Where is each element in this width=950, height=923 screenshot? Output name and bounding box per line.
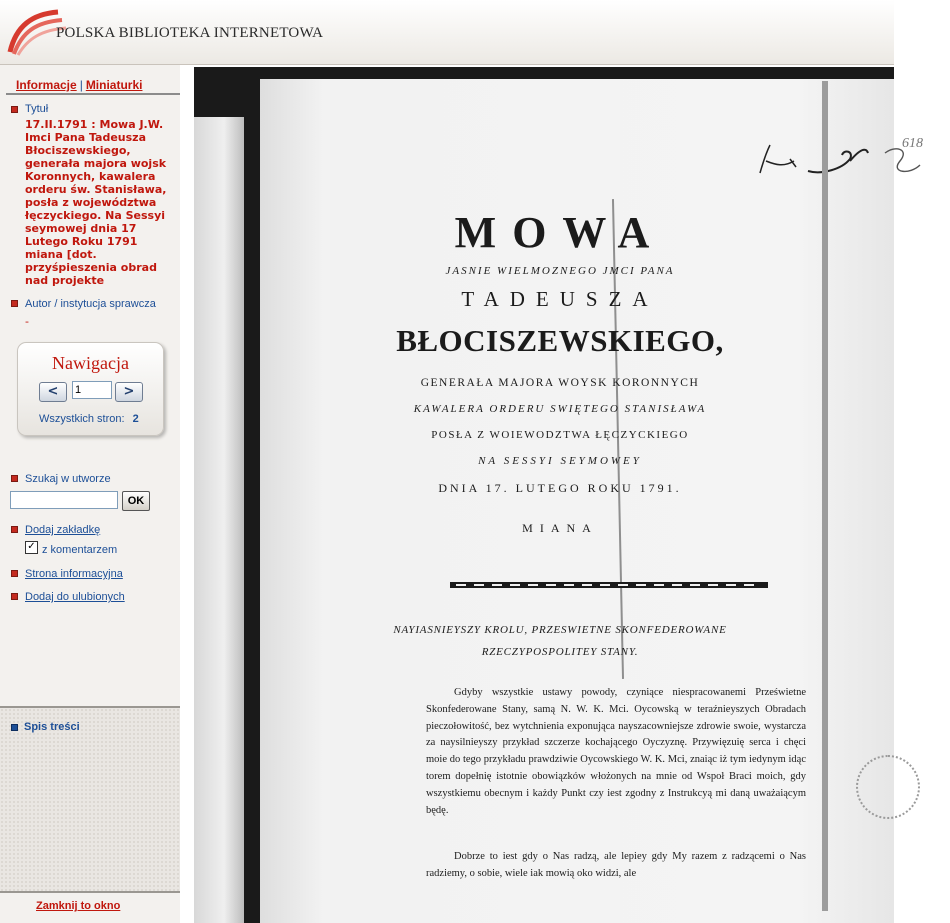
- square-bullet-icon: [11, 300, 18, 307]
- info-page-link[interactable]: Strona informacyjna: [25, 568, 123, 580]
- comment-checkbox[interactable]: ✓: [25, 541, 38, 554]
- doc-line7: NA SESSYI SEYMOWEY: [478, 455, 642, 467]
- doc-address1: NAYIASNIEYSZY KROLU, PRZESWIETNE SKONFEDEROWANE: [393, 624, 727, 636]
- square-bullet-icon: [11, 593, 18, 600]
- doc-line2: TADEUSZA: [461, 287, 659, 311]
- add-bookmark-link[interactable]: Dodaj zakładkę: [25, 524, 101, 536]
- doc-line3: BŁOCISZEWSKIEGO,: [396, 323, 724, 358]
- sidebar-tabs: [16, 78, 142, 92]
- search-ok-button[interactable]: OK: [122, 491, 150, 511]
- scanned-page[interactable]: [260, 79, 923, 923]
- page-number-input[interactable]: [72, 381, 112, 399]
- header-bar: [0, 0, 894, 65]
- document-viewer[interactable]: [194, 67, 923, 923]
- total-pages: [39, 413, 139, 425]
- search-label: Szukaj w utworze: [25, 473, 111, 485]
- square-bullet-icon: [11, 724, 18, 731]
- doc-paragraph-1: Gdyby wszystkie ustawy powody, czyniące niespracowanemi Prześwietne Skonfederowane Stany, samą N. W. K. Mci. Oycowską w teraźnieyszych Obradach pieczołowitość, bez wytchnienia exponująca nayszacowniejsze zdrowie swoie, wystarcza za naysilnieyszy przykład szczerze kochającego Oyczyznę. Przywięzuię serca i chęci moie do tego przykładu prawdziwie Oycowskiego W. K. Mci, znaiąc iż tym iedynym idąc torem dopełnię istotnie obowiązków włożonych na mnie od Wspoł Braci moich, gdy wszystkiemu obecnym i każdy Punkt czy iest zgodny z Instrukcyą mi daną uważaiącym będę.: [426, 687, 806, 816]
- toc-link[interactable]: Spis treści: [24, 721, 80, 733]
- sidebar: [0, 65, 180, 923]
- scan-right-edge: [822, 81, 828, 911]
- svg-text:618: 618: [902, 136, 923, 151]
- navigation-panel: [17, 342, 164, 436]
- site-title[interactable]: POLSKA BIBLIOTEKA INTERNETOWA: [56, 25, 324, 41]
- doc-line1: JASNIE WIELMOZNEGO JMCI PANA: [445, 265, 675, 277]
- square-bullet-icon: [11, 106, 18, 113]
- doc-line6: POSŁA Z WOIEWODZTWA ŁĘCZYCKIEGO: [431, 429, 689, 441]
- square-bullet-icon: [11, 526, 18, 533]
- doc-line4: GENERAŁA MAJORA WOYSK KORONNYCH: [420, 377, 700, 389]
- doc-paragraph-2: Dobrze to iest gdy o Nas radzą, ale lepiey gdy My razem z radzącemi o Nas radziemy, o sobie, wiele iak mowią oko widzi, ale: [426, 851, 806, 879]
- total-pages-value: 2: [132, 413, 139, 425]
- search-input[interactable]: [10, 491, 118, 509]
- tab-separator: |: [79, 78, 83, 92]
- next-page-button[interactable]: >: [115, 382, 143, 402]
- author-label: Autor / instytucja sprawcza: [25, 298, 156, 310]
- scan-left-page-edge: [194, 117, 244, 923]
- ornament-divider: [450, 579, 768, 591]
- title-label: Tytuł: [25, 103, 49, 115]
- doc-address2: RZECZYPOSPOLITEY STANY.: [481, 646, 639, 658]
- doc-line5: KAWALERA ORDERU SWIĘTEGO STANISŁAWA: [413, 403, 707, 415]
- navigation-title: Nawigacja: [52, 353, 129, 373]
- divider: [6, 93, 180, 95]
- square-bullet-icon: [11, 475, 18, 482]
- close-window-link[interactable]: Zamknij to okno: [36, 900, 121, 912]
- doc-title: MOWA: [454, 208, 666, 257]
- total-pages-label: Wszystkich stron:: [39, 413, 125, 425]
- library-stamp: [856, 755, 920, 819]
- prev-page-button[interactable]: <: [39, 382, 67, 402]
- comment-checkbox-label: z komentarzem: [42, 544, 118, 556]
- author-value: -: [25, 315, 29, 328]
- doc-line9: MIANA: [522, 521, 598, 535]
- square-bullet-icon: [11, 570, 18, 577]
- handwritten-signature: [750, 131, 950, 191]
- title-value: 17.II.1791 : Mowa J.W. Imci Pana Tadeusza Błociszewskiego, generała majora wojsk Koronnych, kawalera orderu św. Stanisława, posła z województwa łęczyckiego. Na Sessyi seymowej dnia 17 Lutego Roku 1791 miana [dot. przyśpieszenia obrad nad projekte: [25, 118, 167, 287]
- doc-line8: DNIA 17. LUTEGO ROKU 1791.: [438, 481, 682, 495]
- tab-miniaturki[interactable]: Miniaturki: [85, 78, 143, 92]
- tab-informacje[interactable]: Informacje: [16, 78, 77, 92]
- toc-panel: [0, 706, 180, 893]
- add-favorites-link[interactable]: Dodaj do ulubionych: [25, 591, 125, 603]
